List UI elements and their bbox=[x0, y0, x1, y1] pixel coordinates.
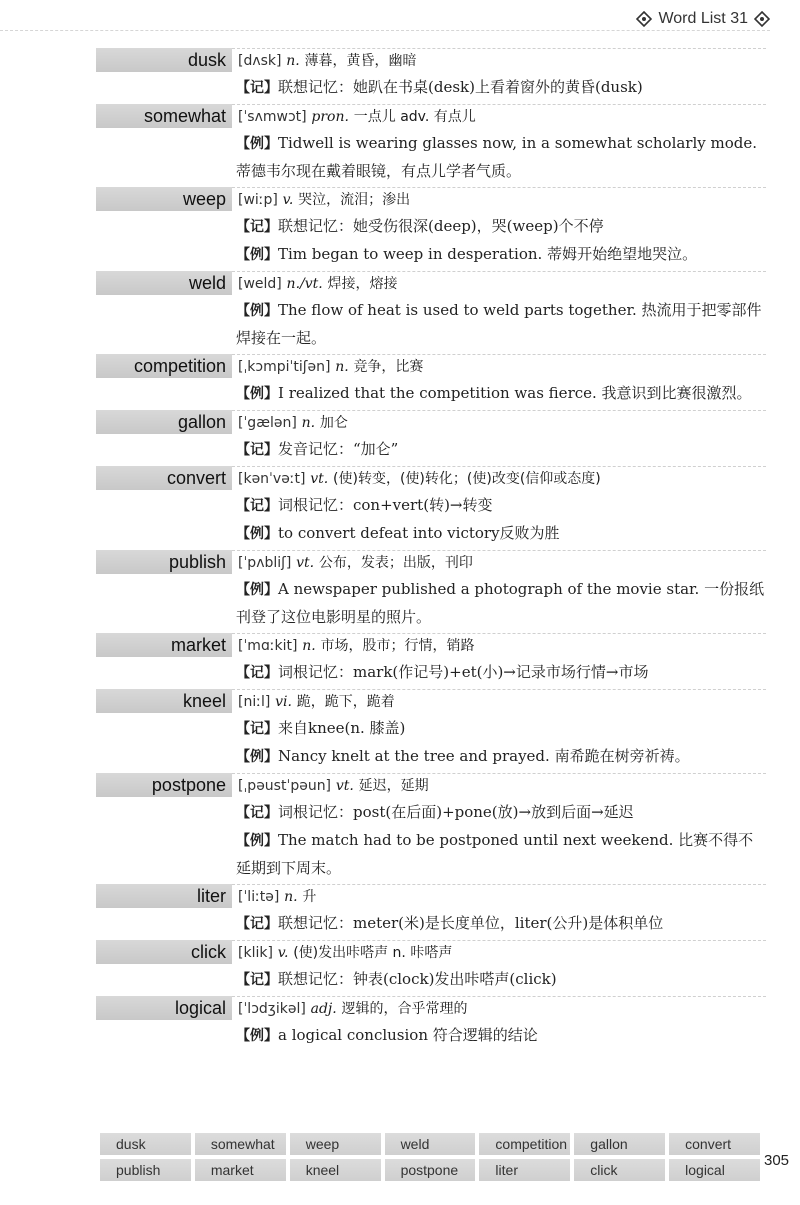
note-text: 联想记忆：钟表(clock)发出咔嗒声(click) bbox=[278, 970, 557, 988]
part-of-speech: vt. bbox=[296, 555, 315, 571]
definition bbox=[232, 998, 468, 1018]
review-word: logical bbox=[669, 1159, 760, 1181]
note-text: Tim began to weep in desperation. 蒂姆开始绝望地哭泣。 bbox=[278, 245, 698, 263]
note-text: 联想记忆：meter(米)是长度单位，liter(公升)是体积单位 bbox=[278, 914, 664, 932]
definition bbox=[232, 189, 410, 209]
meaning: 哭泣，流泪；渗出 bbox=[298, 192, 411, 208]
headword: weep bbox=[96, 187, 232, 211]
example-line bbox=[236, 827, 766, 882]
note-tag: 【记】 bbox=[236, 972, 278, 988]
note-tag: 【记】 bbox=[236, 498, 278, 514]
entry-headline bbox=[96, 46, 766, 74]
vocab-entry bbox=[96, 408, 766, 464]
phonetic: [ˈlɔdʒikəl] bbox=[238, 1001, 306, 1017]
entry-headline bbox=[96, 548, 766, 576]
note-text: Tidwell is wearing glasses now, in a somewhat scholarly mode. 蒂德韦尔现在戴着眼镜，有点儿学者气质。 bbox=[236, 134, 758, 180]
vocab-entry bbox=[96, 687, 766, 771]
review-word: weld bbox=[385, 1133, 476, 1155]
meaning: 一点儿 adv. 有点儿 bbox=[353, 109, 476, 125]
note-tag: 【记】 bbox=[236, 805, 278, 821]
memory-note bbox=[236, 715, 766, 743]
definition bbox=[232, 552, 473, 572]
part-of-speech: n. bbox=[284, 889, 298, 905]
entry-headline bbox=[96, 464, 766, 492]
meaning: 跪，跪下，跪着 bbox=[296, 694, 395, 710]
entry-divider bbox=[232, 773, 766, 774]
definition bbox=[232, 942, 452, 962]
part-of-speech: n./vt. bbox=[286, 276, 323, 292]
note-tag: 【例】 bbox=[236, 749, 278, 765]
memory-note bbox=[236, 910, 766, 938]
phonetic: [kənˈvəːt] bbox=[238, 471, 306, 487]
note-tag: 【例】 bbox=[236, 247, 278, 263]
entry-divider bbox=[232, 689, 766, 690]
part-of-speech: adj. bbox=[310, 1001, 337, 1017]
part-of-speech: n. bbox=[302, 638, 316, 654]
entry-divider bbox=[232, 550, 766, 551]
review-word: liter bbox=[479, 1159, 570, 1181]
phonetic: [ˌpəustˈpəun] bbox=[238, 778, 332, 794]
vocabulary-entries bbox=[96, 46, 766, 1050]
entry-headline bbox=[96, 938, 766, 966]
note-text: 词根记忆：mark(作记号)+et(小)→记录市场行情→市场 bbox=[278, 663, 649, 681]
part-of-speech: pron. bbox=[311, 109, 349, 125]
phonetic: [ˈpʌbliʃ] bbox=[238, 555, 292, 571]
entry-divider bbox=[232, 633, 766, 634]
memory-note bbox=[236, 659, 766, 687]
entry-headline bbox=[96, 994, 766, 1022]
definition bbox=[232, 635, 475, 655]
phonetic: [dʌsk] bbox=[238, 53, 282, 69]
memory-note bbox=[236, 966, 766, 994]
headword: competition bbox=[96, 354, 232, 378]
note-tag: 【例】 bbox=[236, 1028, 278, 1044]
vocab-entry bbox=[96, 269, 766, 352]
page-header bbox=[636, 8, 770, 30]
vocab-entry bbox=[96, 771, 766, 882]
phonetic: [weld] bbox=[238, 276, 282, 292]
headword: publish bbox=[96, 550, 232, 574]
entry-divider bbox=[232, 104, 766, 105]
review-word: gallon bbox=[574, 1133, 665, 1155]
definition bbox=[232, 50, 417, 70]
example-line bbox=[236, 241, 766, 269]
entry-headline bbox=[96, 771, 766, 799]
entry-headline bbox=[96, 882, 766, 910]
note-tag: 【记】 bbox=[236, 916, 278, 932]
vocab-entry bbox=[96, 631, 766, 687]
memory-note bbox=[236, 74, 766, 102]
example-line bbox=[236, 520, 766, 548]
vocab-entry bbox=[96, 994, 766, 1050]
note-text: 发音记忆：“加仑” bbox=[278, 440, 399, 458]
review-word: convert bbox=[669, 1133, 760, 1155]
vocab-entry bbox=[96, 185, 766, 269]
note-tag: 【例】 bbox=[236, 386, 278, 402]
meaning: (使)发出咔嗒声 n. 咔嗒声 bbox=[293, 945, 453, 961]
vocab-entry bbox=[96, 46, 766, 102]
note-text: A newspaper published a photograph of the movie star. 一份报纸刊登了这位电影明星的照片。 bbox=[236, 580, 765, 626]
note-tag: 【例】 bbox=[236, 582, 278, 598]
note-text: I realized that the competition was fierce. 我意识到比赛很激烈。 bbox=[278, 384, 752, 402]
vocab-entry bbox=[96, 464, 766, 548]
memory-note bbox=[236, 799, 766, 827]
part-of-speech: vt. bbox=[335, 778, 354, 794]
meaning: (使)转变，(使)转化；(使)改变(信仰或态度) bbox=[333, 471, 601, 487]
note-tag: 【记】 bbox=[236, 442, 278, 458]
note-tag: 【例】 bbox=[236, 833, 278, 849]
phonetic: [wiːp] bbox=[238, 192, 278, 208]
header-divider bbox=[0, 30, 770, 31]
note-tag: 【记】 bbox=[236, 80, 278, 96]
example-line bbox=[236, 576, 766, 631]
headword: kneel bbox=[96, 689, 232, 713]
meaning: 公布，发表；出版，刊印 bbox=[318, 555, 473, 571]
entry-headline bbox=[96, 102, 766, 130]
headword: gallon bbox=[96, 410, 232, 434]
headword: postpone bbox=[96, 773, 232, 797]
phonetic: [klik] bbox=[238, 945, 273, 961]
review-word: postpone bbox=[385, 1159, 476, 1181]
meaning: 竞争，比赛 bbox=[353, 359, 424, 375]
part-of-speech: n. bbox=[335, 359, 349, 375]
phonetic: [ˈsʌmwɔt] bbox=[238, 109, 307, 125]
headword: weld bbox=[96, 271, 232, 295]
vocab-entry bbox=[96, 938, 766, 994]
entry-divider bbox=[232, 996, 766, 997]
review-word: publish bbox=[100, 1159, 191, 1181]
vocab-entry bbox=[96, 102, 766, 185]
memory-note bbox=[236, 436, 766, 464]
definition bbox=[232, 356, 423, 376]
vocab-entry bbox=[96, 882, 766, 938]
definition bbox=[232, 886, 316, 906]
example-line bbox=[236, 297, 766, 352]
part-of-speech: v. bbox=[277, 945, 289, 961]
entry-divider bbox=[232, 940, 766, 941]
review-word: weep bbox=[290, 1133, 381, 1155]
part-of-speech: v. bbox=[282, 192, 294, 208]
part-of-speech: vi. bbox=[275, 694, 292, 710]
example-line bbox=[236, 130, 766, 185]
note-tag: 【记】 bbox=[236, 219, 278, 235]
example-line bbox=[236, 743, 766, 771]
example-line bbox=[236, 380, 766, 408]
meaning: 焊接，熔接 bbox=[327, 276, 398, 292]
note-text: to convert defeat into victory反败为胜 bbox=[278, 524, 560, 542]
definition bbox=[232, 273, 398, 293]
part-of-speech: n. bbox=[286, 53, 300, 69]
entry-divider bbox=[232, 466, 766, 467]
review-word: click bbox=[574, 1159, 665, 1181]
headword: dusk bbox=[96, 48, 232, 72]
entry-divider bbox=[232, 48, 766, 49]
review-word: somewhat bbox=[195, 1133, 286, 1155]
phonetic: [ˈliːtə] bbox=[238, 889, 280, 905]
note-tag: 【例】 bbox=[236, 303, 278, 319]
note-tag: 【例】 bbox=[236, 136, 278, 152]
meaning: 延迟，延期 bbox=[358, 778, 429, 794]
note-text: 词根记忆：con+vert(转)→转变 bbox=[278, 496, 493, 514]
entry-divider bbox=[232, 271, 766, 272]
phonetic: [ˈgælən] bbox=[238, 415, 297, 431]
meaning: 逻辑的，合乎常理的 bbox=[341, 1001, 468, 1017]
entry-headline bbox=[96, 185, 766, 213]
entry-headline bbox=[96, 269, 766, 297]
headword: click bbox=[96, 940, 232, 964]
entry-headline bbox=[96, 352, 766, 380]
meaning: 薄暮，黄昏，幽暗 bbox=[304, 53, 417, 69]
note-text: 词根记忆：post(在后面)+pone(放)→放到后面→延迟 bbox=[278, 803, 634, 821]
entry-divider bbox=[232, 410, 766, 411]
page-number: 305 bbox=[764, 1152, 790, 1169]
note-text: a logical conclusion 符合逻辑的结论 bbox=[278, 1026, 538, 1044]
entry-headline bbox=[96, 408, 766, 436]
entry-headline bbox=[96, 687, 766, 715]
headword: logical bbox=[96, 996, 232, 1020]
headword: liter bbox=[96, 884, 232, 908]
example-line bbox=[236, 1022, 766, 1050]
note-text: 来自knee(n. 膝盖) bbox=[278, 719, 406, 737]
diamond-ornament-icon bbox=[636, 11, 652, 27]
part-of-speech: vt. bbox=[310, 471, 329, 487]
entry-divider bbox=[232, 884, 766, 885]
memory-note bbox=[236, 492, 766, 520]
entry-divider bbox=[232, 187, 766, 188]
note-text: 联想记忆：她受伤很深(deep)，哭(weep)个不停 bbox=[278, 217, 604, 235]
meaning: 市场，股市；行情，销路 bbox=[320, 638, 475, 654]
definition bbox=[232, 412, 348, 432]
phonetic: [ˈmɑːkit] bbox=[238, 638, 298, 654]
vocab-entry bbox=[96, 352, 766, 408]
phonetic: [ˌkɔmpiˈtiʃən] bbox=[238, 359, 331, 375]
review-word: market bbox=[195, 1159, 286, 1181]
definition bbox=[232, 775, 429, 795]
note-text: Nancy knelt at the tree and prayed. 南希跪在树旁祈祷。 bbox=[278, 747, 690, 765]
phonetic: [niːl] bbox=[238, 694, 271, 710]
note-text: 联想记忆：她趴在书桌(desk)上看着窗外的黄昏(dusk) bbox=[278, 78, 643, 96]
note-tag: 【例】 bbox=[236, 526, 278, 542]
part-of-speech: n. bbox=[301, 415, 316, 431]
definition bbox=[232, 468, 601, 488]
review-word-grid bbox=[100, 1133, 760, 1181]
note-text: The match had to be postponed until next weekend. 比赛不得不延期到下周末。 bbox=[236, 831, 754, 877]
meaning: 升 bbox=[302, 889, 317, 905]
note-tag: 【记】 bbox=[236, 665, 278, 681]
headword: somewhat bbox=[96, 104, 232, 128]
review-word: competition bbox=[479, 1133, 570, 1155]
definition bbox=[232, 106, 476, 126]
definition bbox=[232, 691, 395, 711]
review-word: kneel bbox=[290, 1159, 381, 1181]
entry-headline bbox=[96, 631, 766, 659]
note-text: The flow of heat is used to weld parts together. 热流用于把零部件焊接在一起。 bbox=[236, 301, 762, 347]
note-tag: 【记】 bbox=[236, 721, 278, 737]
headword: market bbox=[96, 633, 232, 657]
word-list-title: Word List 31 bbox=[658, 10, 748, 27]
diamond-ornament-icon bbox=[754, 11, 770, 27]
headword: convert bbox=[96, 466, 232, 490]
vocab-entry bbox=[96, 548, 766, 631]
meaning: 加仑 bbox=[319, 415, 348, 431]
entry-divider bbox=[232, 354, 766, 355]
memory-note bbox=[236, 213, 766, 241]
review-word: dusk bbox=[100, 1133, 191, 1155]
